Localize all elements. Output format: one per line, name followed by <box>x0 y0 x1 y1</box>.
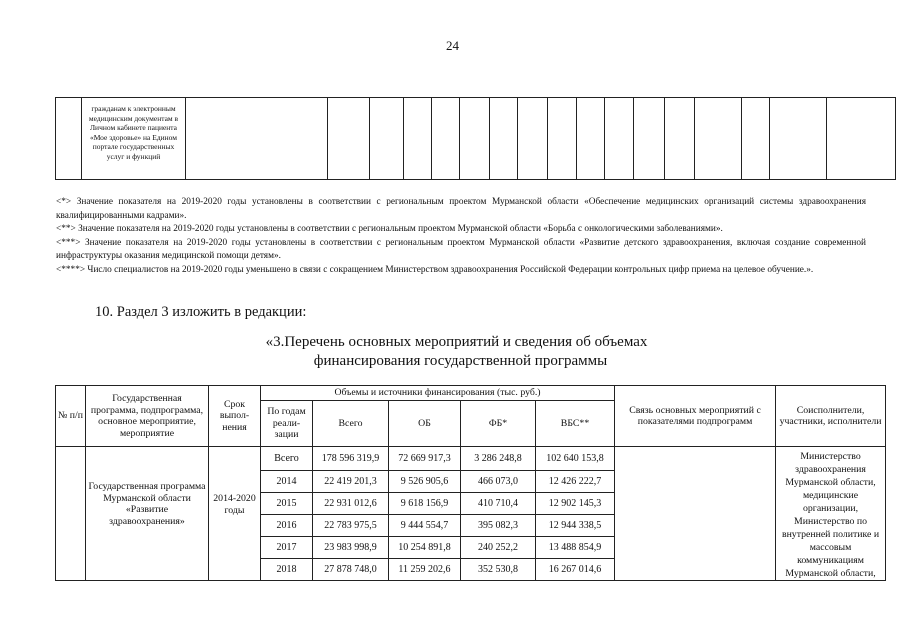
footnote: <**> Значение показателя на 2019-2020 годы установлены в соответствии с региональным проектом Мурманской области «Борьба с онкологическими заболеваниями». <box>56 224 723 235</box>
footnote: <*> Значение показателя на 2019-2020 годы установлены в соответствии с региональным проектом Мурманской области «Обеспечение медицинских организаций системы здравоохранения квалифицированными кадрами». <box>56 197 866 221</box>
cell <box>432 98 460 180</box>
header-row <box>56 386 886 401</box>
section-heading: 10. Раздел 3 изложить в редакции: <box>95 304 307 320</box>
cell-year: 2015 <box>261 493 313 515</box>
cell-vbs: 102 640 153,8 <box>536 447 615 471</box>
cell-total: 22 931 012,6 <box>313 493 389 515</box>
page-number: 24 <box>446 38 459 53</box>
partners: Министерство здравоохранения Мурманской области, медицинские организации, Министерство по внутренней политике и массовым коммуникациям Мурманской области, <box>776 447 886 581</box>
program-name: Государственная программа Мурманской области «Развитие здравоохранения» <box>86 447 209 581</box>
cell-ob: 9 444 554,7 <box>389 515 461 537</box>
header-ob: ОБ <box>389 401 461 447</box>
header-funding-group: Объемы и источники финансирования (тыс. руб.) <box>261 386 615 401</box>
cell <box>634 98 665 180</box>
cell-ob: 11 259 202,6 <box>389 559 461 581</box>
cell-year: Всего <box>261 447 313 471</box>
cell-year: 2017 <box>261 537 313 559</box>
cell-ob: 9 618 156,9 <box>389 493 461 515</box>
cell <box>56 98 82 180</box>
cell-fb: 395 082,3 <box>461 515 536 537</box>
cell-ob: 10 254 891,8 <box>389 537 461 559</box>
cell-total: 23 983 998,9 <box>313 537 389 559</box>
program-period: 2014-2020 годы <box>209 447 261 581</box>
footnote: <****> Число специалистов на 2019-2020 годы уменьшено в связи с сокращением Министерством здравоохранения Российской Федерации контрольных цифр приема на целевое обучение.». <box>56 264 814 275</box>
header-program: Государственная программа, подпрограмма, основное мероприятие, мероприятие <box>86 386 209 447</box>
cell <box>328 98 370 180</box>
header-links: Связь основных мероприятий с показателями подпрограмм <box>615 386 776 447</box>
continuation-row <box>56 98 896 180</box>
cell <box>460 98 490 180</box>
cell-total: 27 878 748,0 <box>313 559 389 581</box>
footnote: <***> Значение показателя на 2019-2020 годы установлены в соответствии с региональным проектом Мурманской области «Развитие детского здравоохранения, включая создание современной инфраструктуры оказания медицинской помощи детям». <box>56 237 866 262</box>
cell <box>518 98 548 180</box>
footnotes <box>56 196 866 278</box>
cell-vbs: 12 944 338,5 <box>536 515 615 537</box>
header-total: Всего <box>313 401 389 447</box>
funding-table <box>55 385 886 581</box>
table-title <box>0 333 905 371</box>
cell-total: 178 596 319,9 <box>313 447 389 471</box>
cell-links <box>615 447 776 581</box>
cell-year: 2014 <box>261 471 313 493</box>
cell <box>548 98 577 180</box>
cell <box>827 98 896 180</box>
header-vbs: ВБС** <box>536 401 615 447</box>
cell-fb: 3 286 248,8 <box>461 447 536 471</box>
cell-total: 22 419 201,3 <box>313 471 389 493</box>
cell <box>665 98 695 180</box>
cell-vbs: 16 267 014,6 <box>536 559 615 581</box>
title-line-1: «3.Перечень основных мероприятий и сведения об объемах <box>265 334 648 350</box>
header-period: Срок выпол-нения <box>209 386 261 447</box>
cell <box>490 98 518 180</box>
header-num: № п/п <box>56 386 86 447</box>
cell <box>577 98 605 180</box>
cell-fb: 466 073,0 <box>461 471 536 493</box>
cell <box>770 98 827 180</box>
header-by-year: По годам реали-зации <box>261 401 313 447</box>
cell-ob: 72 669 917,3 <box>389 447 461 471</box>
cell-total: 22 783 975,5 <box>313 515 389 537</box>
header-partners: Соисполнители, участники, исполнители <box>776 386 886 447</box>
cell <box>404 98 432 180</box>
cell-fb: 410 710,4 <box>461 493 536 515</box>
cell-num <box>56 447 86 581</box>
cell-vbs: 12 902 145,3 <box>536 493 615 515</box>
continuation-table <box>55 97 896 180</box>
cell-year: 2018 <box>261 559 313 581</box>
cell <box>186 98 328 180</box>
cell <box>695 98 742 180</box>
cell-fb: 240 252,2 <box>461 537 536 559</box>
table-row <box>56 447 886 471</box>
cell <box>742 98 770 180</box>
cell-vbs: 12 426 222,7 <box>536 471 615 493</box>
cell-vbs: 13 488 854,9 <box>536 537 615 559</box>
indicator-text: гражданам к электронным медицинским документам в Личном кабинете пациента «Мое здоровье» на Едином портале государственных услуг и функций <box>82 98 186 180</box>
cell-fb: 352 530,8 <box>461 559 536 581</box>
cell-ob: 9 526 905,6 <box>389 471 461 493</box>
cell <box>605 98 634 180</box>
cell <box>370 98 404 180</box>
cell-year: 2016 <box>261 515 313 537</box>
title-line-2: финансирования государственной программы <box>313 353 608 369</box>
header-fb: ФБ* <box>461 401 536 447</box>
